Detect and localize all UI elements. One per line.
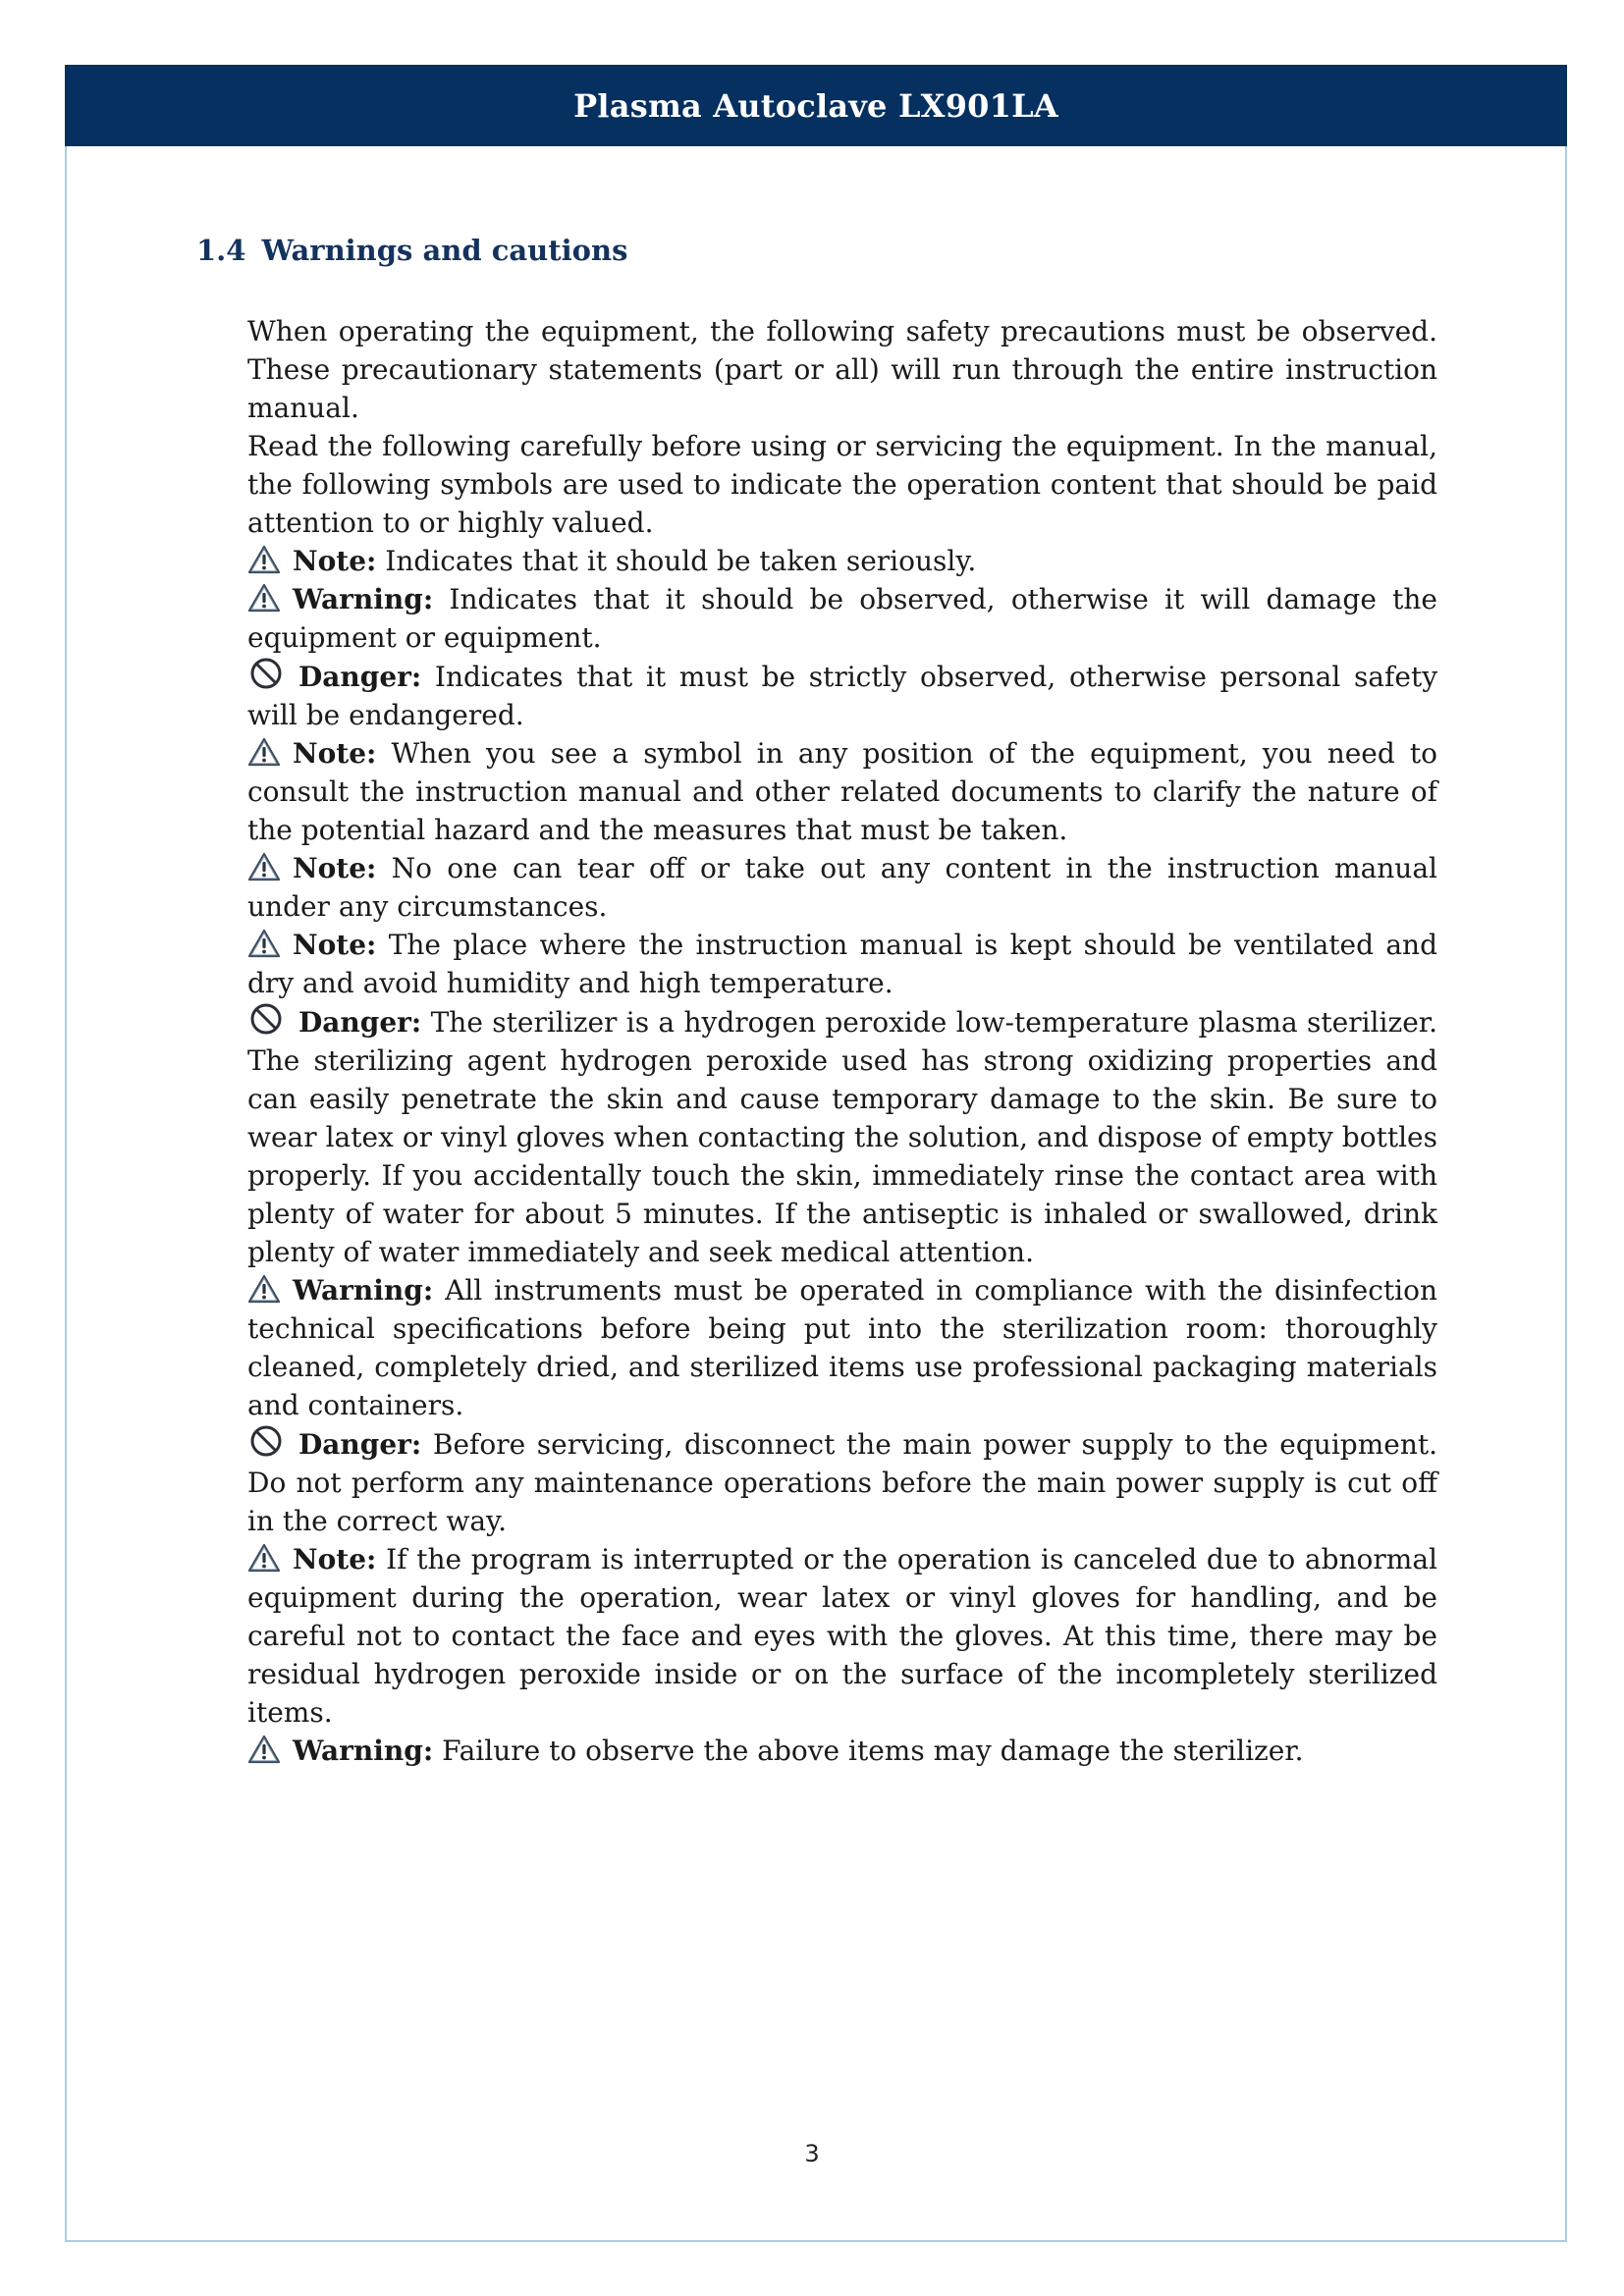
warning-triangle-icon: [247, 1735, 281, 1764]
safety-item-text: If the program is interrupted or the operation is canceled due to abnormal equipment during the operation, wear latex or vinyl gloves for handling, and be careful not to contact the face and eyes with the gloves. At this time, there may be residual hydrogen peroxide inside or on the surface of the incompletely sterilized items.: [247, 1543, 1437, 1729]
safety-item-label: Danger:: [298, 1006, 422, 1039]
prohibition-icon: [247, 1002, 287, 1036]
intro-paragraph: Read the following carefully before using or servicing the equipment. In the manual, the following symbols are used to indicate the operation content that should be paid attention to or highly valued.: [247, 430, 1437, 539]
safety-item-text: Failure to observe the above items may damage the sterilizer.: [442, 1735, 1304, 1767]
safety-item-label: Danger:: [298, 661, 422, 693]
safety-item: [247, 657, 1437, 734]
warning-triangle-icon: [247, 737, 281, 767]
safety-item: [247, 1732, 1437, 1770]
safety-item-text: Indicates that it should be taken seriously.: [385, 545, 977, 577]
intro-paragraph: When operating the equipment, the following safety precautions must be observed. These precautionary statements (part or all) will run through the entire instruction manual.: [247, 315, 1437, 424]
document-title: Plasma Autoclave LX901LA: [573, 86, 1058, 125]
page-number: 3: [804, 2140, 820, 2167]
safety-item-text: Indicates that it must be strictly observed, otherwise personal safety will be endangered.: [247, 661, 1438, 731]
intro: [247, 312, 1437, 542]
safety-item-list: [247, 542, 1437, 1770]
safety-item-label: Warning:: [293, 1735, 434, 1767]
safety-item-label: Danger:: [298, 1428, 422, 1461]
warning-triangle-icon: [247, 545, 281, 574]
safety-item-label: Warning:: [293, 1274, 434, 1307]
warning-triangle-icon: [247, 583, 281, 613]
section-title: Warnings and cautions: [261, 234, 628, 267]
safety-item: [247, 1271, 1437, 1424]
safety-item: [247, 926, 1437, 1002]
safety-item-label: Warning:: [293, 583, 434, 615]
safety-item-label: Note:: [293, 852, 377, 884]
safety-item-text: No one can tear off or take out any content in the instruction manual under any circumstances.: [247, 852, 1437, 923]
warning-triangle-icon: [247, 1543, 281, 1573]
section-heading: [196, 234, 627, 267]
warning-triangle-icon: [247, 852, 281, 881]
safety-item-text: The sterilizer is a hydrogen peroxide low-temperature plasma sterilizer. The sterilizing agent hydrogen peroxide used has strong oxidizing properties and can easily penetrate the skin and cause temporary damage to the skin. Be sure to wear latex or vinyl gloves when contacting the solution, and dispose of empty bottles properly. If you accidentally touch the skin, immediately rinse the contact area with plenty of water for about 5 minutes. If the antiseptic is inhaled or swallowed, drink plenty of water immediately and seek medical attention.: [247, 1006, 1437, 1268]
safety-item: [247, 1540, 1437, 1732]
safety-item-label: Note:: [293, 737, 377, 770]
safety-item: [247, 580, 1437, 657]
safety-item: [247, 849, 1437, 926]
safety-item-label: Note:: [293, 545, 377, 577]
content: [247, 312, 1437, 1770]
prohibition-icon: [247, 1424, 287, 1458]
safety-item-label: Note:: [293, 929, 377, 961]
warning-triangle-icon: [247, 929, 281, 958]
safety-item: [247, 542, 1437, 580]
safety-item-text: All instruments must be operated in compliance with the disinfection technical specifications before being put into the sterilization room: thoroughly cleaned, completely dried, and sterilized items use professional packaging materials and containers.: [247, 1274, 1437, 1421]
safety-item-label: Note:: [293, 1543, 377, 1575]
safety-item: [247, 734, 1437, 849]
safety-item: [247, 1002, 1437, 1271]
header-bar: [65, 65, 1567, 146]
safety-item-text: The place where the instruction manual is kept should be ventilated and dry and avoid humidity and high temperature.: [247, 929, 1438, 999]
safety-item-text: When you see a symbol in any position of the equipment, you need to consult the instruction manual and other related documents to clarify the nature of the potential hazard and the measures that must be taken.: [247, 737, 1438, 846]
section-number: 1.4: [196, 234, 246, 267]
warning-triangle-icon: [247, 1274, 281, 1304]
prohibition-icon: [247, 657, 287, 690]
safety-item: [247, 1424, 1437, 1540]
safety-item-text: Before servicing, disconnect the main power supply to the equipment. Do not perform any maintenance operations before the main power supply is cut off in the correct way.: [247, 1428, 1437, 1537]
safety-item-text: Indicates that it should be observed, otherwise it will damage the equipment or equipment.: [247, 583, 1437, 654]
